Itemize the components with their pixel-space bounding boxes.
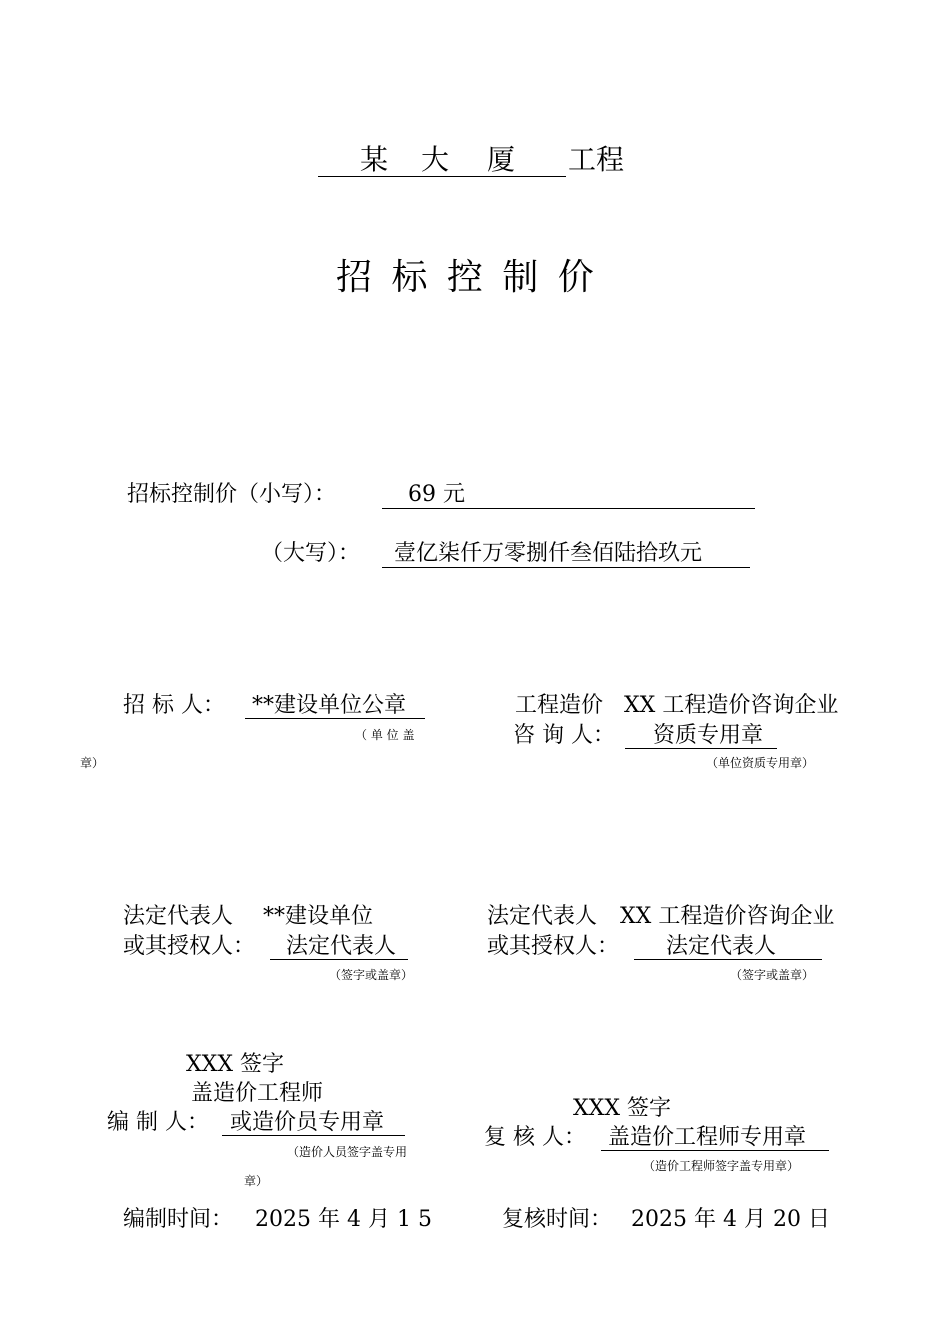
reviewer-value: 盖造价工程师专用章	[608, 1125, 807, 1150]
legal-right-label-2: 或其授权人：	[487, 934, 620, 959]
legal-right-label-1: 法定代表人	[487, 904, 598, 929]
legal-right-org: XX 工程造价咨询企业	[620, 904, 835, 929]
compiler-note-2: 章）	[244, 1174, 269, 1188]
reviewer-note: （造价工程师签字盖专用章）	[643, 1159, 800, 1173]
reviewer-label: 复 核 人：	[484, 1125, 586, 1150]
legal-right-note: （签字或盖章）	[730, 968, 815, 982]
tenderer-value: **建设单位公章	[252, 693, 407, 718]
consultant-underline	[625, 748, 777, 749]
price-lower-value: 69 元	[408, 482, 465, 507]
legal-left-org: **建设单位	[263, 904, 374, 929]
price-lower-underline	[382, 508, 755, 509]
compile-date-value: 2025 年 4 月 1 5	[255, 1207, 432, 1232]
price-upper-value: 壹亿柒仟万零捌仟叁佰陆拾玖元	[394, 541, 703, 566]
tenderer-note-1: （ 单 位 盖	[355, 728, 415, 742]
project-name-char-3: 厦	[487, 143, 516, 176]
compiler-note-1: （造价人员签字盖专用	[287, 1145, 408, 1159]
compiler-label: 编 制 人：	[107, 1110, 209, 1135]
legal-left-label-2: 或其授权人：	[123, 934, 256, 959]
project-suffix: 工程	[568, 143, 625, 176]
price-upper-underline	[382, 567, 750, 568]
project-name-char-1: 某	[360, 143, 389, 176]
tenderer-label: 招 标 人：	[123, 693, 225, 718]
legal-left-underline	[270, 959, 408, 960]
legal-left-label-1: 法定代表人	[123, 904, 234, 929]
price-upper-label: （大写）：	[261, 541, 361, 566]
reviewer-underline	[601, 1150, 829, 1151]
consultant-label-2: 咨 询 人：	[513, 723, 615, 748]
consultant-company: XX 工程造价咨询企业	[624, 693, 839, 718]
consultant-label-1: 工程造价	[515, 693, 604, 718]
tenderer-note-2: 章）	[80, 756, 105, 770]
document-title: 招 标 控 制 价	[336, 257, 598, 298]
legal-right-value: 法定代表人	[666, 934, 777, 959]
compiler-line-1: XXX 签字	[186, 1052, 284, 1077]
tenderer-underline	[245, 718, 425, 719]
legal-left-value: 法定代表人	[286, 934, 397, 959]
compiler-underline	[222, 1135, 405, 1136]
compiler-value: 或造价员专用章	[230, 1110, 385, 1135]
review-date-value: 2025 年 4 月 20 日	[631, 1207, 830, 1232]
legal-left-note: （签字或盖章）	[329, 968, 414, 982]
compiler-line-2: 盖造价工程师	[191, 1081, 324, 1106]
project-name-underline	[318, 176, 566, 177]
legal-right-underline	[634, 959, 822, 960]
price-lower-label: 招标控制价（小写）：	[127, 482, 337, 507]
review-date-label: 复核时间：	[502, 1207, 613, 1232]
reviewer-line-1: XXX 签字	[573, 1096, 671, 1121]
compile-date-label: 编制时间：	[123, 1207, 234, 1232]
consultant-note: （单位资质专用章）	[706, 756, 815, 770]
consultant-value: 资质专用章	[653, 723, 764, 748]
project-name-char-2: 大	[421, 143, 450, 176]
